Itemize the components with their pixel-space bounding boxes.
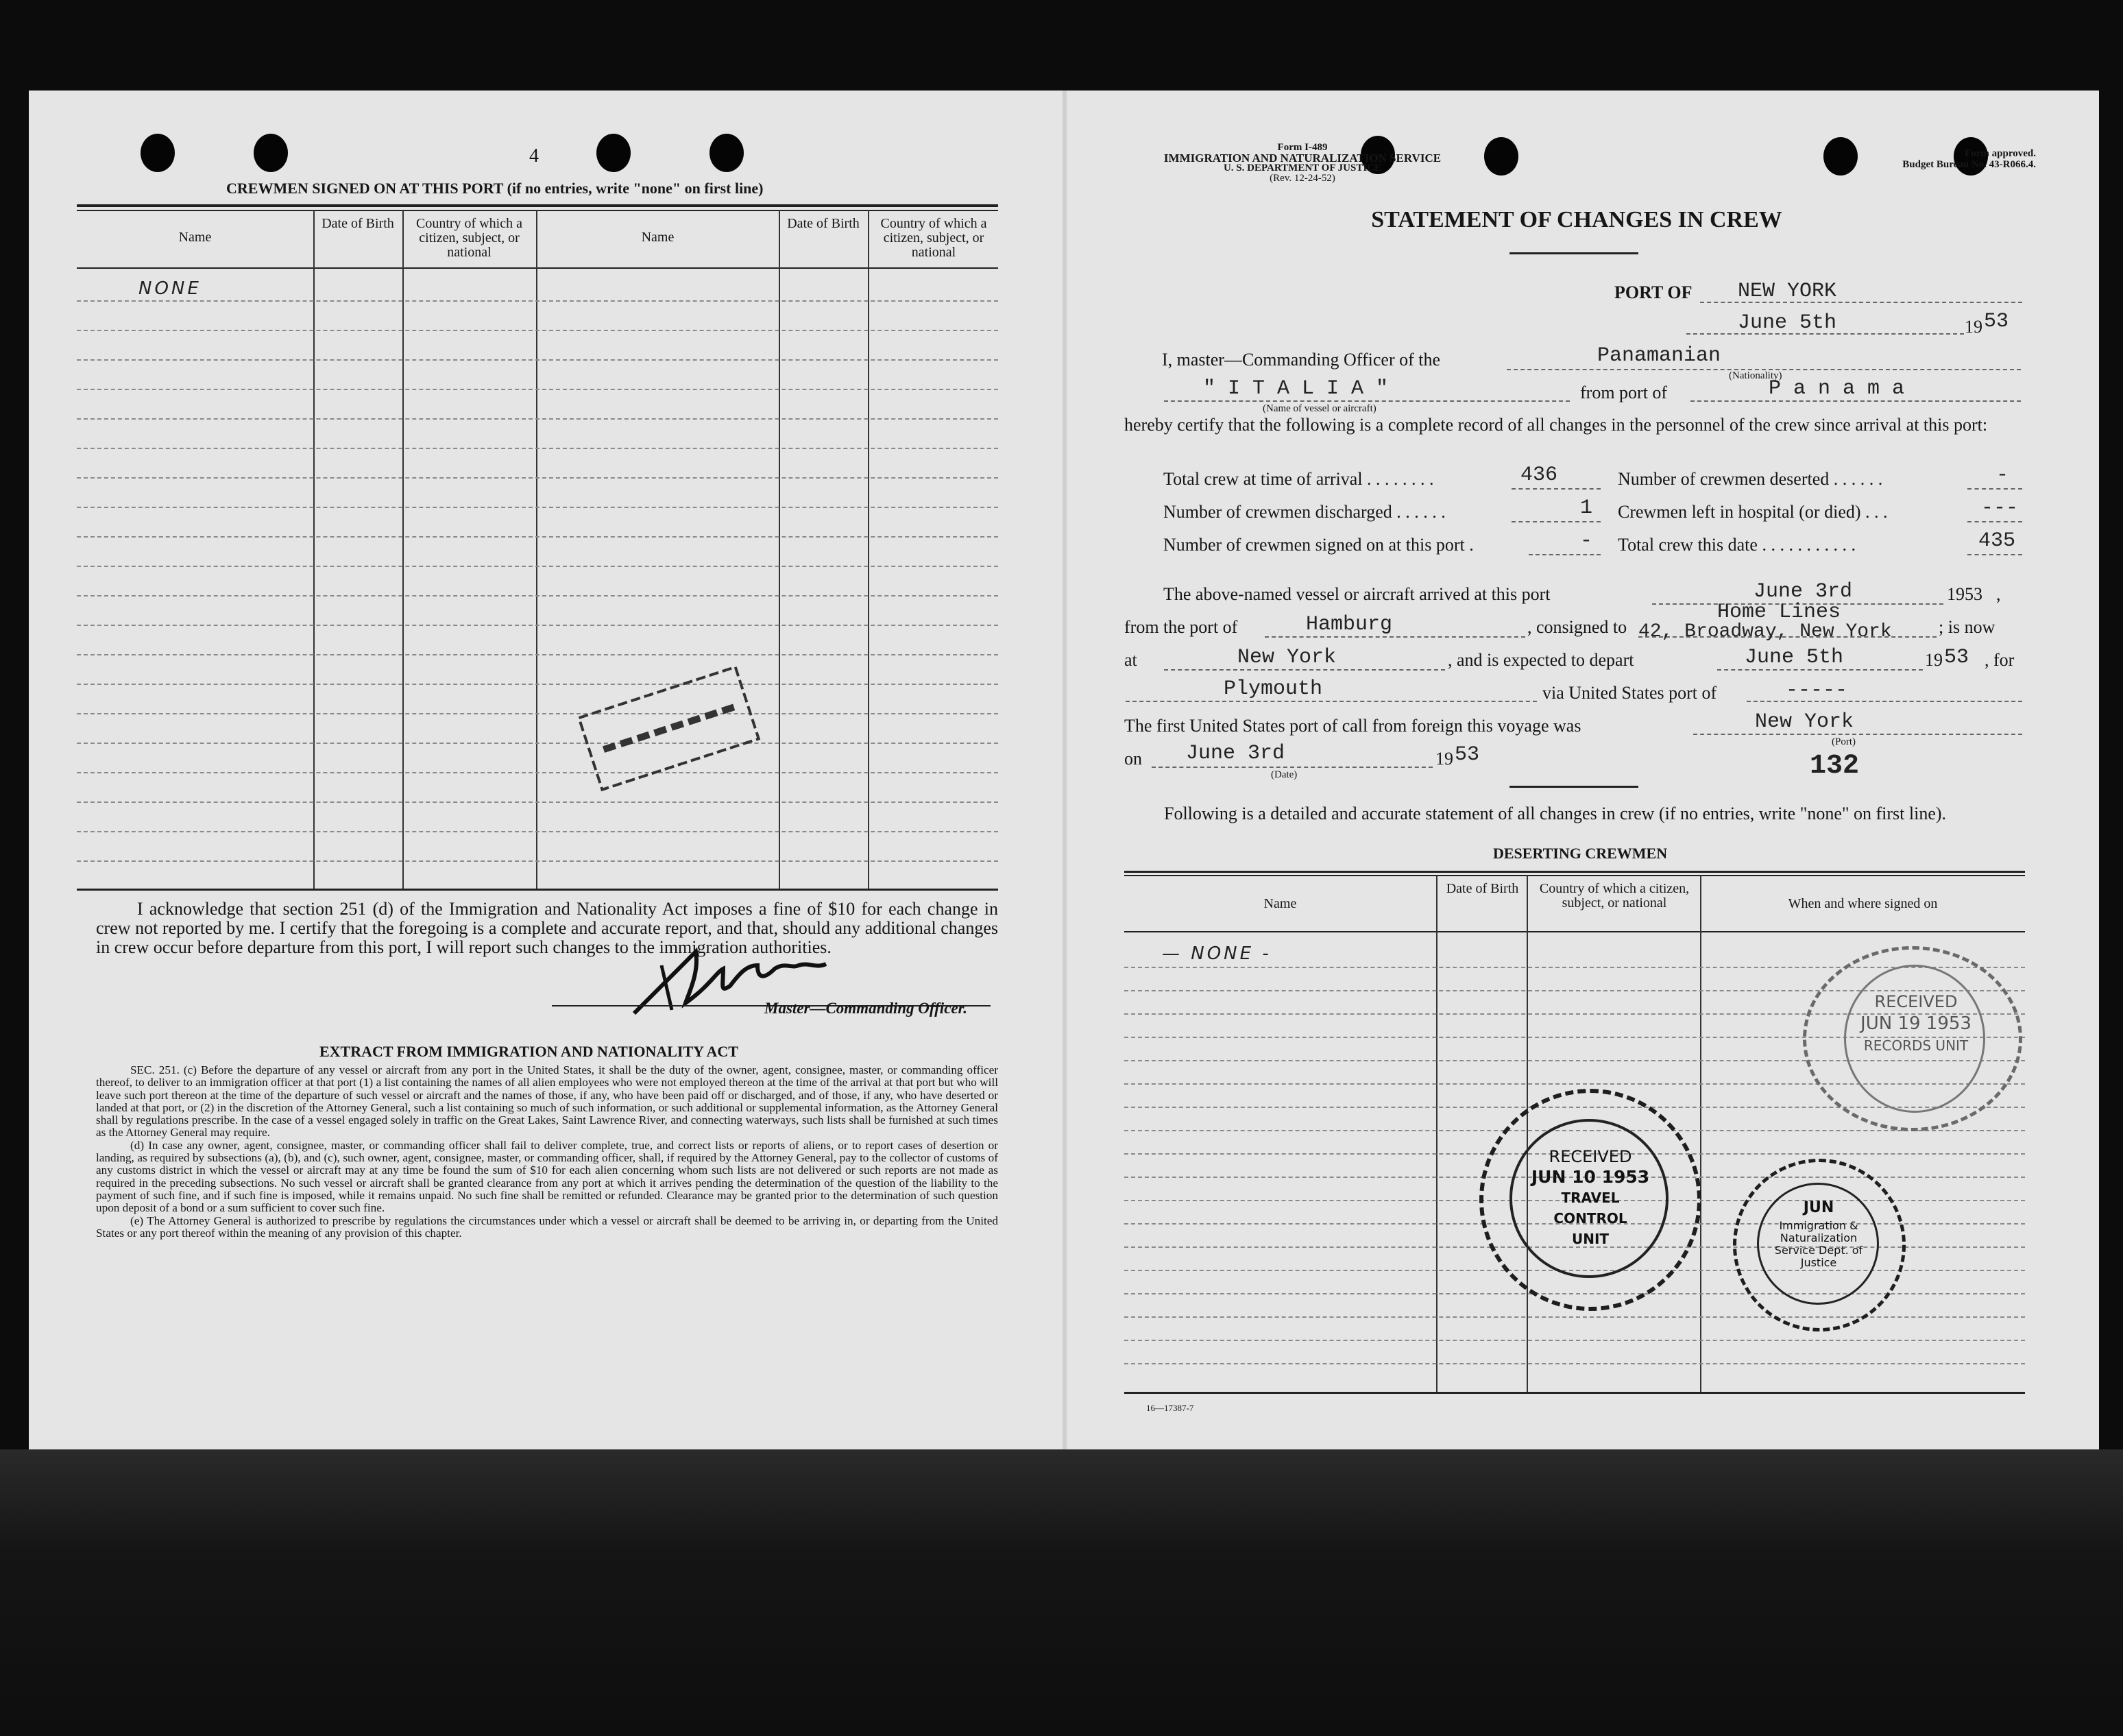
from-value: Hamburg (1306, 613, 1393, 636)
extract-text (96, 1064, 998, 1240)
records-stamp-line2: JUN 19 1953 (1860, 1013, 1972, 1034)
consignee-line2: 42, Broadway, New York (1638, 621, 1892, 642)
report-year: 53 (1984, 310, 2009, 333)
punch-hole (1484, 137, 1518, 176)
signed-on-table-title (226, 180, 764, 197)
service-stamp-line2: Immigration & Naturalization (1779, 1219, 1858, 1244)
scanner-background (0, 1449, 2123, 1736)
service-stamp-line1: JUN (1803, 1199, 1834, 1216)
page-fold (1063, 91, 1067, 1449)
deserting-col-signed: When and where signed on (1788, 896, 1938, 911)
on-year: 53 (1455, 743, 1480, 767)
comma: , (1996, 584, 2001, 604)
first-port-value: New York (1755, 710, 1854, 734)
hospital-label: Crewmen left in hospital (or died) . . . (1618, 502, 1888, 522)
travel-stamp-text (1523, 1146, 1658, 1249)
col-name-header: Name (178, 230, 212, 245)
travel-stamp-line1: RECEIVED (1549, 1147, 1632, 1166)
signed-on-table (77, 204, 998, 891)
extract-title: EXTRACT FROM IMMIGRATION AND NATIONALITY ACT (319, 1043, 738, 1060)
revision-date: (Rev. 12-24-52) (1270, 173, 1335, 184)
date-caption: (Date) (1271, 769, 1298, 780)
depart-date: June 5th (1745, 646, 1844, 669)
form-number: Form I-489 (1277, 142, 1328, 153)
travel-stamp-line4: UNIT (1571, 1231, 1610, 1247)
footer-code: 16—17387-7 (1146, 1403, 1194, 1413)
col-name-header-2: Name (641, 230, 675, 245)
nationality-caption: (Nationality) (1729, 370, 1782, 381)
approval-text: Form approved. (1965, 148, 2036, 159)
certify-text: hereby certify that the following is a complete record of all changes in the personnel of the crew since arrival at this port: (1124, 415, 1988, 435)
signed-on-value: - (1580, 529, 1593, 553)
at-label: at (1124, 650, 1137, 670)
col-country-header: Country of which a citizen, subject, or national (416, 216, 522, 260)
travel-stamp-line2: JUN 10 1953 (1531, 1167, 1650, 1187)
port-caption: (Port) (1832, 736, 1856, 747)
vessel-caption: (Name of vessel or aircraft) (1263, 403, 1376, 414)
deserting-title: DESERTING CREWMEN (1493, 845, 1668, 862)
form-approval (1837, 148, 2036, 170)
col-country-header-2: Country of which a citizen, subject, or national (880, 216, 987, 260)
total-arrival-label: Total crew at time of arrival . . . . . . . . (1163, 469, 1434, 489)
deserting-col-name: Name (1263, 896, 1297, 911)
travel-stamp-line3: TRAVEL CONTROL (1553, 1190, 1627, 1227)
arrived-year: 1953 (1947, 584, 1982, 604)
sec-251-e: (e) The Attorney General is authorized to prescribe by regulations the circumstances under which a vessel or aircraft shall be deemed to be arriving in, or departing from the United States or any port thereof within the meaning of any provision of this chapter. (96, 1214, 998, 1240)
destination-value: Plymouth (1224, 677, 1323, 701)
form-header (1124, 143, 1481, 184)
port-value: NEW YORK (1738, 280, 1837, 303)
signature-label: Master—Commanding Officer. (764, 1000, 968, 1017)
expected-label: , and is expected to depart (1448, 650, 1634, 670)
via-label: via United States port of (1542, 683, 1717, 703)
on-year-prefix: 19 (1435, 749, 1453, 769)
arrived-date: June 3rd (1754, 580, 1853, 603)
at-value: New York (1237, 646, 1337, 669)
table-title-text: CREWMEN SIGNED ON AT THIS PORT (226, 180, 504, 197)
sec-251-c: SEC. 251. (c) Before the departure of any vessel or aircraft from any port in the United States, it shall be the duty of the owner, agent, consignee, master, or commanding officer thereof, to deliver to an immigration officer at that port (1) a list containing the names of all alien employees who were not employed thereon at the time of the arrival at that port but who will leave such port thereon at the time of the departure of such vessel or aircraft and the names of those, if any, who have been paid off or discharged, and of those, if any, who have deserted or landed at that port, or (2) in the discretion of the Attorney General, such a list containing so much of such information, or such additional or supplemental information, as the Attorney General shall by regulations prescribe. In the case of a vessel engaged solely in traffic on the Great Lakes, Saint Lawrence River, and connecting waterways, such lists shall be furnished at such times as the Attorney General may require. (96, 1063, 998, 1140)
deserting-col-dob: Date of Birth (1446, 881, 1519, 896)
punch-hole (596, 134, 631, 172)
handwritten-number: 132 (1810, 751, 1860, 782)
first-port-label: The first United States port of call from foreign this voyage was (1124, 716, 1581, 736)
deserted-value: - (1996, 463, 2009, 487)
department-name: U. S. DEPARTMENT OF JUSTICE (1223, 162, 1382, 173)
for-label: , for (1985, 650, 2015, 670)
punch-hole (254, 134, 288, 172)
port-label: PORT OF (1614, 282, 1693, 302)
records-stamp-line1: RECEIVED (1874, 992, 1958, 1011)
arrived-label: The above-named vessel or aircraft arrived at this port (1163, 584, 1551, 604)
via-value: ----- (1786, 679, 1848, 702)
on-label: on (1124, 749, 1142, 769)
deserted-label: Number of crewmen deserted . . . . . . (1618, 469, 1883, 489)
hospital-value: --- (1981, 496, 2019, 520)
deserting-col-country: Country of which a citizen, subject, or national (1539, 881, 1690, 911)
agency-name: IMMIGRATION AND NATURALIZATION SERVICE (1163, 152, 1442, 165)
depart-year-prefix: 19 (1925, 650, 1943, 670)
is-now-label: ; is now (1939, 617, 1995, 637)
following-text: Following is a detailed and accurate statement of all changes in crew (if no entries, write "none" on first line). (1164, 804, 1947, 823)
discharged-value: 1 (1580, 496, 1593, 520)
report-year-prefix: 19 (1965, 317, 1982, 337)
budget-number: Budget Bureau No. 43-R066.4. (1902, 159, 2036, 170)
col-dob-header: Date of Birth (322, 216, 394, 231)
consignee-line1: Home Lines (1717, 601, 1841, 624)
total-arrival-value: 436 (1520, 463, 1558, 487)
punch-hole (709, 134, 744, 172)
records-unit-stamp (1803, 946, 2022, 1131)
col-dob-header-2: Date of Birth (787, 216, 860, 231)
table-note-text: (if no entries, write "none" on first line) (507, 180, 764, 197)
from-label: from the port of (1124, 617, 1238, 637)
on-date: June 3rd (1186, 742, 1285, 765)
total-date-label: Total crew this date . . . . . . . . . . . (1618, 535, 1856, 555)
report-date: June 5th (1738, 311, 1837, 335)
records-stamp-line3: RECORDS UNIT (1863, 1037, 1969, 1054)
sec-251-d: (d) In case any owner, agent, consignee, master, or commanding officer shall fail to deliver complete, true, and correct lists or reports of aliens, or to report cases of desertion or landing, as required by subsections (a), (b), and (c), such owner, agent, consignee, master, or commanding officer, shall, if required by the Attorney General, pay to the collector of customs of any customs district in which the vessel or aircraft may at any time be found the sum of $10 for each alien concerning whom such lists are not delivered or such reports are not made as required in the preceding subsections. No such vessel or aircraft shall be granted clearance from any port at which it arrives pending the determination of the question of the liability to the payment of such fine, and if such fine is imposed, while it remains unpaid. No such fine shall be remitted or refunded. Clearance may be granted prior to the determination of such question upon deposit of a bond or a sum sufficient to cover such fine. (96, 1138, 998, 1215)
from-port-value: P a n a m a (1769, 377, 1905, 400)
form-title: STATEMENT OF CHANGES IN CREW (1371, 207, 1782, 232)
deserting-none-entry: — NONE - (1162, 943, 1272, 964)
from-port-label: from port of (1580, 383, 1668, 402)
master-text: I, master—Commanding Officer of the (1162, 350, 1441, 370)
vessel-name: " I T A L I A " (1203, 377, 1389, 400)
depart-year: 53 (1944, 646, 1969, 669)
travel-control-stamp (1479, 1089, 1701, 1311)
total-date-value: 435 (1978, 529, 2016, 553)
discharged-label: Number of crewmen discharged . . . . . . (1163, 502, 1446, 522)
signed-on-label: Number of crewmen signed on at this port . (1163, 535, 1474, 555)
service-stamp-line3: Service Dept. of Justice (1774, 1244, 1863, 1269)
naturalization-stamp-text (1764, 1199, 1873, 1269)
records-stamp-text (1854, 991, 1978, 1057)
acknowledgment-text: I acknowledge that section 251 (d) of the Immigration and Nationality Act imposes a fine of $10 for each change in crew not reported by me. I certify that the foregoing is a complete and accurate report, and that, should any additional changes in crew occur before departure from this port, I will report such changes to the immigration authorities. (96, 899, 998, 957)
punch-hole (141, 134, 175, 172)
nationality-value: Panamanian (1597, 344, 1721, 367)
rectangular-stamp (562, 651, 788, 823)
naturalization-stamp (1733, 1159, 1906, 1331)
consigned-label: , consigned to (1527, 617, 1627, 637)
page-number: 4 (529, 145, 539, 167)
none-entry: NONE (138, 278, 202, 299)
